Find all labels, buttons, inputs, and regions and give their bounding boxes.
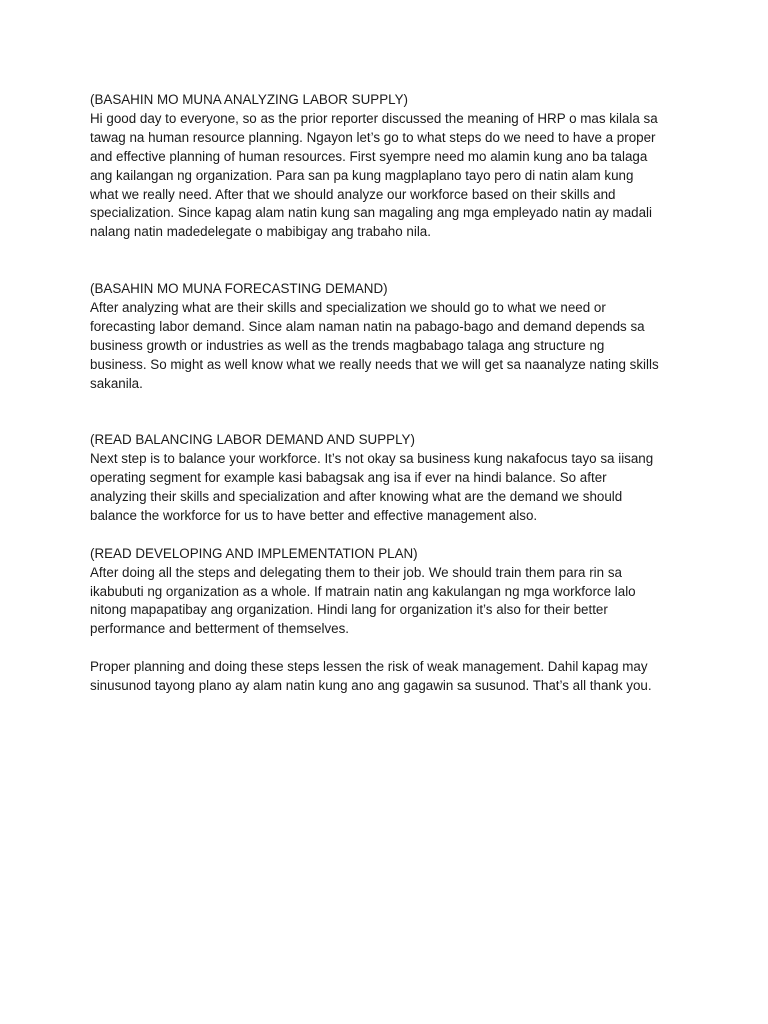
spacer — [90, 393, 690, 431]
paragraph-line: ang kailangan ng organization. Para san pa kung magplaplano tayo pero di natin alam kung — [90, 167, 634, 183]
paragraph-line: what we really need. After that we should analyze our workforce based on their skills and — [90, 186, 616, 202]
section-heading: (READ BALANCING LABOR DEMAND AND SUPPLY) — [90, 432, 415, 448]
paragraph-line: After analyzing what are their skills and specialization we should go to what we need or — [90, 299, 606, 315]
paragraph-line: After doing all the steps and delegating them to their job. We should train them para rin sa — [90, 564, 622, 580]
paragraph-line: sakanila. — [90, 375, 143, 391]
paragraph-line: tawag na human resource planning. Ngayon let’s go to what steps do we need to have a proper — [90, 129, 656, 145]
section-heading: (BASAHIN MO MUNA FORECASTING DEMAND) — [90, 281, 388, 297]
section-paragraph — [90, 450, 690, 526]
closing-paragraph — [90, 658, 690, 696]
spacer — [90, 242, 690, 280]
paragraph-line: analyzing their skills and specialization and after knowing what are the demand we should — [90, 489, 623, 504]
paragraph-line: specialization. Since kapag alam natin kung san magaling ang mga empleyado natin ay madali — [90, 205, 653, 221]
section-analyzing-labor-supply — [90, 91, 690, 242]
paragraph-line: and effective planning of human resources. First syempre need mo alamin kung ano ba talaga — [90, 148, 648, 164]
paragraph-line: forecasting labor demand. Since alam naman natin na pabago-bago and demand depends sa — [90, 318, 645, 334]
paragraph-line: operating segment for example kasi babagsak ang isa if ever na hindi balance. So after — [90, 470, 607, 486]
spacer — [90, 526, 690, 545]
section-developing-implementation-plan — [90, 545, 690, 640]
section-heading: (READ DEVELOPING AND IMPLEMENTATION PLAN) — [90, 545, 418, 561]
paragraph-line: Proper planning and doing these steps lessen the risk of weak management. Dahil kapag may — [90, 659, 648, 675]
paragraph-line: nitong mapapatibay ang organization. Hindi lang for organization it’s also for their better — [90, 602, 608, 618]
paragraph-line: business growth or industries as well as the trends magbabago talaga ang structure ng — [90, 337, 605, 353]
section-paragraph — [90, 299, 690, 394]
spacer — [90, 639, 690, 658]
paragraph-line: business. So might as well know what we really needs that we will get sa naanalyze nating skills — [90, 356, 659, 372]
paragraph-line: performance and betterment of themselves. — [90, 621, 350, 637]
paragraph-line: nalang natin madedelegate o mabibigay ang trabaho nila. — [90, 224, 431, 240]
document-page — [90, 91, 690, 696]
paragraph-line: Next step is to balance your workforce. It’s not okay sa business kung nakafocus tayo sa iisang — [90, 451, 654, 467]
section-forecasting-demand — [90, 280, 690, 393]
section-paragraph — [90, 110, 690, 242]
paragraph-line: balance the workforce for us to have better and effective management also. — [90, 507, 538, 523]
paragraph-line: sinusunod tayong plano ay alam natin kung ano ang gagawin sa susunod. That’s all thank you. — [90, 678, 652, 694]
paragraph-line: ikabubuti ng organization as a whole. If matrain natin ang kakulangan ng mga workforce lalo — [90, 583, 636, 599]
paragraph-line: Hi good day to everyone, so as the prior reporter discussed the meaning of HRP o mas kilala sa — [90, 110, 658, 126]
section-paragraph — [90, 564, 690, 640]
section-balancing-demand-supply — [90, 431, 690, 526]
section-heading: (BASAHIN MO MUNA ANALYZING LABOR SUPPLY) — [90, 92, 408, 107]
